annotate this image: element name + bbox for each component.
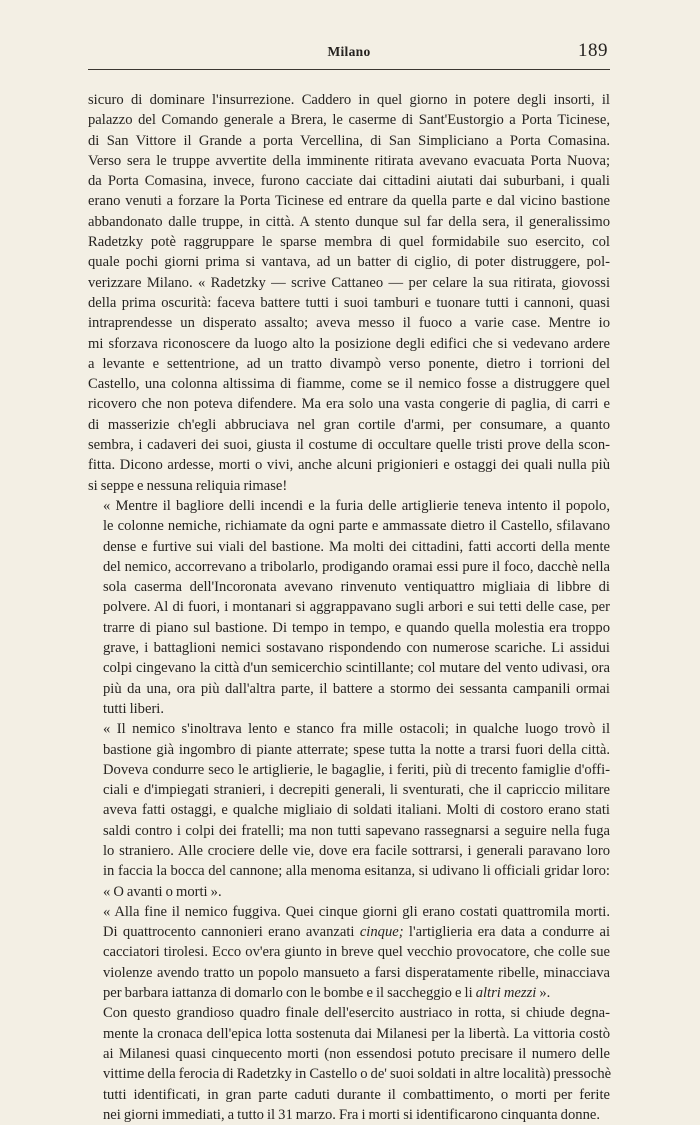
text-line: intraprendesse un disperato assalto; aveva messo il fuoco a varie case. Mentre io [88,315,610,332]
running-title: Milano [327,44,371,59]
text-line: polvere. Al di fuori, i montanari si aggrappavano sugli arbori e sui tetti delle case, per [103,599,610,616]
text-line: tutti identificati, in gran parte caduti durante il combattimento, o morti per ferite [103,1086,610,1103]
paragraph [88,902,610,1003]
body-text [88,90,610,1125]
text-line: Con questo grandioso quadro finale dell'esercito austriaco in rotta, si chiude degna- [103,1005,610,1022]
text-line: del nemico, accorrevano a tribolarlo, prodigando oramai essi pure il foco, dacchè nella [103,558,610,575]
text-line: quale pochi giorni prima si vantava, ad un batter di ciglio, di poter distruggere, pol- [88,254,610,271]
text-line: di masserizie ch'egli abbruciava nel gran cortile d'armi, per consumare, a quanto [88,416,610,433]
text-line: cacciatori tirolesi. Ecco ov'era giunto in breve quel vecchio provocatore, che colle sue [103,944,610,961]
text-line: in faccia la bocca del cannone; alla menoma esitanza, si udivano li officiali gridar loro: [103,863,610,880]
text-line: verizzare Milano. « Radetzky — scrive Cattaneo — per celare la sua ritirata, giovossi [88,274,610,291]
paragraph [88,1003,610,1125]
text-line: aveva fatti ostaggi, e qualche migliaio di soldati italiani. Molti di costoro erano stati [103,802,610,819]
text-line: più da una, ora più dall'altra parte, il battere a stormo dei sessanta campanili ormai [103,680,610,697]
paragraph [88,496,610,719]
text-line: « Alla fine il nemico fuggiva. Quei cinque giorni gli erano costati quattromila morti. [103,903,610,920]
text-line: a levante e settentrione, ad un tratto divampò verso ponente, dietro i torrioni del [88,355,610,372]
text-line: per barbara iattanza di domarlo con le bombe e il saccheggio e li altri mezzi ». [103,985,551,1002]
text-line: lo straniero. Alle crociere delle vie, dove era facile sottrarsi, i generali paravano loro [103,842,610,859]
text-line: tutti liberi. [103,700,165,717]
text-line: fitta. Dicono ardesse, morti o vivi, anche alcuni prigionieri e ostaggi dei quali nulla più [88,457,610,474]
text-line: sicuro di dominare l'insurrezione. Caddero in quel giorno in potere degli insorti, il [88,92,610,108]
text-line: dense e furtive sui viali del bastione. Ma molti dei cittadini, fatti accorti della mente [103,538,610,555]
text-line: si seppe e nessuna reliquia rimase! [88,477,288,494]
text-line: di San Vittore il Grande a porta Vercellina, di San Simpliciano a Porta Comasina. [88,132,610,149]
header-rule [88,69,610,70]
paragraph [88,719,610,902]
page-number: 189 [578,40,608,61]
text-line: palazzo del Comando generale a Brera, le caserme di Sant'Eustorgio a Porta Ticinese, [88,112,610,129]
text-line: « O avanti o morti ». [103,883,222,900]
text-line: colpi cingevano la città d'un semicerchio scintillante; col mutare del vento udivasi, ora [103,660,610,677]
text-line: sembra, i cadaveri dei suoi, giusta il costume di occultare quelle tristi prove della scon- [88,437,610,454]
text-line: ciali e d'impiegati stranieri, i decrepiti generali, li sventurati, che il capriccio militare [103,782,610,799]
text-line: « Mentre il bagliore delli incendi e la furia delle artiglierie teneva intento il popolo, [103,497,610,514]
text-line: ai Milanesi quasi cinquecento morti (non essendosi potuto precisare il numero delle [103,1045,610,1062]
text-line: bastione già ingombro di piante atterrate; spese tutta la notte a trarsi fuori della città. [103,741,610,758]
text-line: trarre di piano sul bastione. Di tempo in tempo, e quando quella molestia era troppo [103,619,610,636]
text-line: Castello, una colonna altissima di fiamme, come se il nemico fosse a distruggere quel [88,376,610,393]
text-line: grave, i battaglioni nemici sostavano rispondendo con numerose scariche. Li assidui [103,640,610,657]
page-header [88,38,610,68]
text-line: mente la cronaca dell'epica lotta sostenuta dai Milanesi per la libertà. La vittoria costò [103,1025,610,1042]
text-line: ricovero che non poteva difendere. Ma era solo una vasta congerie di paglia, di carri e [88,396,610,413]
text-line: abbandonato dalle truppe, in città. A stento dunque sul far della sera, il generalissimo [88,213,610,230]
text-line: da Porta Comasina, invece, furono cacciate dai cittadini aiutati dai suburbani, i quali [88,173,610,190]
text-line: sola caserma dell'Incoronata avevano rinvenuto ventiquattro migliaia di libbre di [103,579,610,596]
text-line: erano venuti a forzare la Porta Ticinese ed entrare da quella parte e dal vicino bastione [88,193,610,210]
text-line: nei giorni immediati, a tutto il 31 marzo. Fra i morti si identificarono cinquanta donne. [103,1106,600,1123]
text-line: violenze avendo tratto un popolo mansueto a farsi disperatamente ribelle, minacciava [103,964,610,981]
text-line: mi sforzava riconoscere da luogo alto la posizione degli edifici che si vedevano ardere [88,335,610,352]
text-line: Radetzky potè raggruppare le sparse membra di quel formidabile suo esercito, col [88,234,610,251]
text-line: Doveva condurre seco le artiglierie, le bagaglie, i feriti, più di trecento famiglie d'offi- [103,761,610,778]
text-line: « Il nemico s'inoltrava lento e stanco fra mille ostacoli; in qualche luogo trovò il [103,721,610,738]
text-line: vittime della ferocia di Radetzky in Castello o de' suoi soldati in altre località) pressochè [103,1066,612,1083]
text-line: saldi contro i colpi dei fratelli; ma non tutti sapevano rassegnarsi a seguire nella fuga [103,822,610,839]
text-line: Verso sera le truppe avvertite della imminente ritirata avevano evacuata Porta Nuova; [88,152,610,169]
paragraph [88,90,610,496]
text-line: Di quattrocento cannonieri erano avanzati cinque; l'artiglieria era data a condurre ai [103,924,610,941]
text-line: della prima oscurità: faceva battere tutti i suoi tamburi e tuonare tutti i cannoni, quasi [88,294,610,311]
text-line: le colonne nemiche, richiamate da ogni parte e ammassate dietro il Castello, sfilavano [103,518,610,535]
